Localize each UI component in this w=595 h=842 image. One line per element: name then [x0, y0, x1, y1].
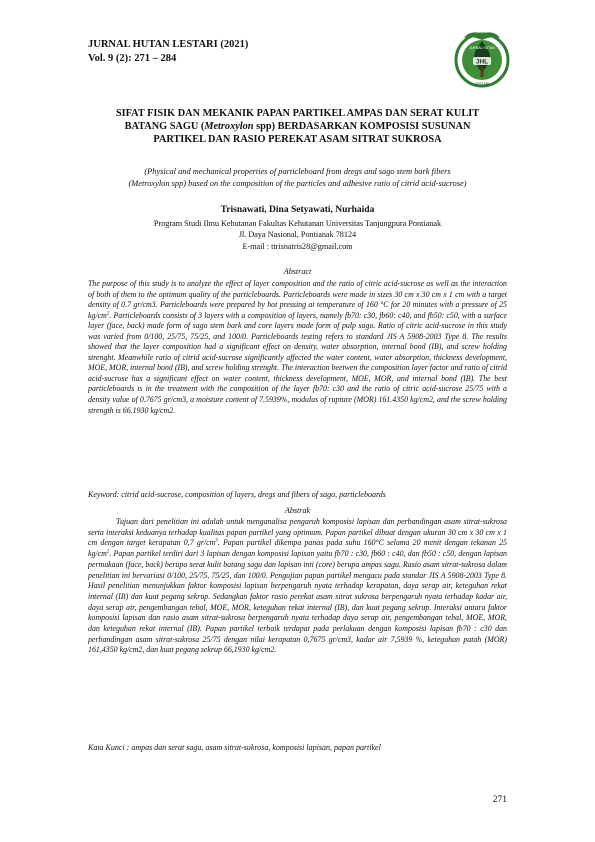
- english-title-line-1: (Physical and mechanical properties of particleboard from dregs and sago stem bark fibers: [144, 167, 451, 176]
- abstract-indonesian-sup-1: 3: [215, 538, 218, 544]
- title-line-3: PARTIKEL DAN RASIO PEREKAT ASAM SITRAT SUKROSA: [153, 134, 442, 145]
- abstract-english-text-1: The purpose of this study is to analyze the effect of layer composition and the ratio of citric acid-sucrose as well as the interaction of both of them to the optimum quality of the particleboards. Particleboards were made in sizes 30 cm x 30 cm x 1 cm with a target density of 0.7 gr/cm3. Particleboards were prepared by hot pressing at temperature of 160 °C for 20 minutes with a pressure of 25 kg/cm: [88, 279, 507, 320]
- journal-volume: Vol. 9 (2): 271 – 284: [88, 53, 177, 64]
- title-line-2-post: spp) BERDASARKAN KOMPOSISI SUSUNAN: [253, 121, 471, 132]
- page-number: 271: [492, 795, 507, 805]
- abstract-indonesian: [88, 517, 507, 656]
- abstrak-heading: Abstrak: [284, 506, 311, 515]
- logo-text-bottom: LESTARI: [474, 82, 490, 86]
- title-italic-species: Metroxylon: [204, 121, 254, 132]
- abstract-indonesian-text-2: . Papan partikel dikempa panas pada suhu 160°C selama 20 menit dengan tekanan 25 kg/cm: [88, 538, 507, 559]
- english-title-line-2: (Metroxylon spp) based on the composition of the particles and adhesive ratio of citrid acid-sucrose): [128, 179, 467, 188]
- affiliation: [70, 218, 525, 252]
- abstract-indonesian-text-1: Tujuan dari penelitian ini adalah untuk menganalisa pengaruh komposisi lapisan dan perbandingan asam sitrat-sukrosa serta interaksi keduanya terhadap kualitas papan partikel yang optimum. Papan partikel dibuat dengan ukuran 30 cm x 30 cm x 1 cm dengan target kerapatan 0,7 gr/cm: [88, 517, 507, 548]
- logo-graphic: [452, 28, 512, 90]
- abstract-indonesian-sup-2: 2: [106, 549, 110, 555]
- english-title: [70, 166, 525, 190]
- affiliation-address: Jl. Daya Nasional, Pontianak 78124: [238, 230, 357, 240]
- abstract-english: [88, 279, 507, 416]
- keywords-english: Keyword: citrid acid-sucrose, composition of layers, dregs and fibers of sago, particleboards: [88, 490, 386, 499]
- abstract-indonesian-text-3: . Papan partikel terdiri dari 3 lapisan dengan komposisi lapisan yaitu fb70 : c30, fb60 : c40, dan fb50 : c50, dengan lapisan permukaan (face, back) berupa serat kulit batang sagu dan lapisan inti (core) berupa ampas sagu. Rasio asam sitrat-sukrosa dalam penelitian ini bervariasi 0/100, 25/75, 75/25, dan 100/0. Pengujian papan partikel mengacu pada standar JIS A 5908-2003 Type 8. Hasil penelitian menunjukkan faktor komposisi lapisan berpengaruh nyata terhadap kerapatan, daya serap air, keteguhan rekat internal (IB) dan kuat pegang sekrup. Sedangkan faktor rasio perekat asam sitrat sukrosa berpengaruh nyata terhadap kadar air, daya serap air, pengembangan tebal, MOE, MOR, keteguhan rekat internal (IB), dan kuat pegang sekrup. Interaksi antara faktor komposisi lapisan dan rasio asam sitrat-sukrosa berpengaruh nyata terhadap daya serap air, pengembangan tebal, MOE, MOR, dan keteguhan rekat internal (IB). Papan partikel terbaik terdapat pada perlakuan dengan komposisi lapisan fb70 : c30 dan perbandingan asam sitrat-sukrosa 25/75 dengan nilai kerapatan 0,7675 gr/cm3, kadar air 7,5939 %, keteguhan patah (MOR) 161,4350 kg/cm2, dan kuat pegang sekrup 66,1930 kg/cm2.: [88, 549, 507, 655]
- logo-text-jhl: JHL: [475, 58, 489, 66]
- affiliation-email: E-mail : ttrisnatris28@gmail.com: [242, 241, 353, 251]
- logo-text-top: JURNAL HUTAN: [469, 46, 495, 50]
- title-line-1: SIFAT FISIK DAN MEKANIK PAPAN PARTIKEL AMPAS DAN SERAT KULIT: [115, 108, 480, 119]
- journal-header: [88, 38, 248, 66]
- affiliation-institution: Program Studi Ilmu Kehutanan Fakultas Kehutanan Universitas Tanjungpura Pontianak: [153, 219, 442, 228]
- abstract-english-sup: 2: [106, 311, 110, 317]
- author-list: Trisnawati, Dina Setyawati, Nurhaida: [220, 205, 375, 215]
- title-line-2: [70, 120, 525, 133]
- abstract-english-text-2: . Particleboards consists of 3 layers with a composition of layers, namely fb70: c30, fb60: c40, and fb50: c50, with a surface layer (face, back) made form of sago stem bark and core layers made form of pulp sago. Ratio of citric acid-sucrose in this study was varied from 0/100, 25/75, 75/25, and 100/0. Particleboards testing refers to standard JIS A 5908-2003 Type 8. The results showed that the layer composition had a significant effect on density, water absorption, internal bond (IB), and screw holding strenght. Meanwhile ratio of citrid acid-sucrose significantly affected the water content, water absorption, thickness development, MOE, MOR, internal bond (IB), and screw holding strenght. The interaction beetwen the composition layer factor and ratio of citrid acid-sucrose has a significant effect on water content, thickness development, MOE, MOR, and internal bond (IB). The best particleboards is in the treatment with the composition of the layer fb70: c30 and the ratio of citric acid-sucrose 25/75 with a density value of 0.7675 gr/cm3, a moisture content of 7.5939%, modulus of rupture (MOR) 161.4350 kg/cm2, and the screw holding strength is 66.1930 kg/cm2.: [88, 310, 507, 415]
- title-line-2-pre: BATANG SAGU (: [124, 121, 205, 132]
- paper-title: [70, 107, 525, 146]
- journal-name: JURNAL HUTAN LESTARI (2021): [88, 39, 249, 50]
- abstract-heading: Abstract: [283, 267, 312, 276]
- keywords-indonesian: Kata Kunci : ampas dan serat sagu, asam sitrat-sukrosa, komposisi lapisan, papan partikel: [88, 743, 381, 752]
- journal-seal-logo: [452, 28, 512, 90]
